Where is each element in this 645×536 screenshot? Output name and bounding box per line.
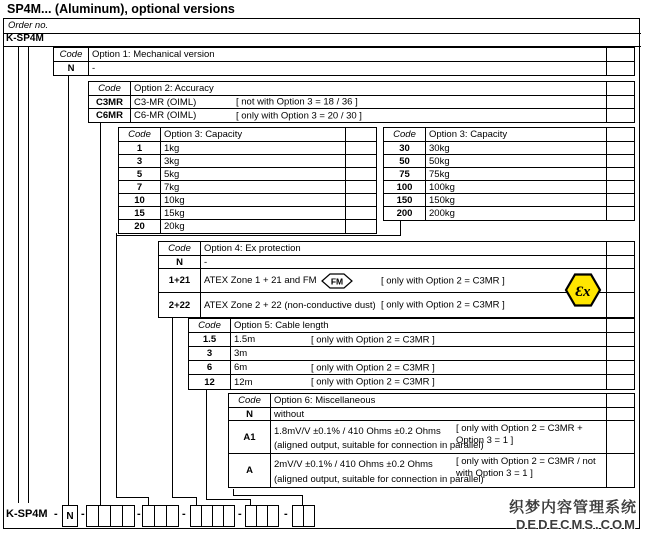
spare-cell xyxy=(606,142,634,154)
code-cell: 10 xyxy=(119,194,161,206)
table-row xyxy=(189,333,634,347)
desc-cell: 30kg xyxy=(429,142,450,154)
code-cell: 200 xyxy=(384,207,426,220)
code-header: Code xyxy=(189,319,231,332)
spare-cell xyxy=(345,128,376,141)
code-cell: 50 xyxy=(384,155,426,167)
option-title: Option 6: Miscellaneous xyxy=(274,395,376,406)
spare-cell xyxy=(606,269,634,292)
option-2-table xyxy=(88,81,635,123)
code-cell: 5 xyxy=(119,168,161,180)
spare-cell xyxy=(606,256,634,268)
table-header-row xyxy=(159,242,634,256)
table-row xyxy=(119,155,376,168)
table-row xyxy=(89,109,634,122)
desc-cell: 7kg xyxy=(164,181,180,193)
spare-cell xyxy=(606,181,634,193)
desc-text: ATEX Zone 2 + 22 (non-conductive dust) xyxy=(204,299,376,311)
order-code-boxes-option6 xyxy=(292,505,315,527)
spare-cell xyxy=(345,207,376,219)
spare-cell xyxy=(345,142,376,154)
desc-cell: 10kg xyxy=(164,194,185,206)
connector-line xyxy=(172,317,173,497)
order-code-prefix: K-SP4M xyxy=(6,508,48,520)
option-3-table-low xyxy=(118,127,377,234)
desc-text: 1.8mV/V ±0.1% / 410 Ohms ±0.2 Ohms xyxy=(274,426,441,437)
option-title: Option 1: Mechanical version xyxy=(92,49,215,60)
desc-cell xyxy=(271,454,606,487)
desc-cell xyxy=(271,421,606,453)
code-cell: N xyxy=(159,256,201,268)
code-cell: 1+21 xyxy=(159,269,201,292)
svg-text:Ɛx: Ɛx xyxy=(575,284,591,300)
desc-cell: without xyxy=(274,408,305,420)
order-no-label: Order no. xyxy=(8,20,49,31)
separator-dash: - xyxy=(284,508,288,520)
code-cell: 150 xyxy=(384,194,426,206)
order-code-box xyxy=(166,505,179,527)
table-row xyxy=(384,207,634,220)
desc-cell xyxy=(201,293,606,317)
desc-cell: - xyxy=(204,256,208,268)
order-code-box xyxy=(303,505,315,527)
spare-cell xyxy=(345,194,376,206)
constraint-note: [ only with Option 2 = C3MR ] xyxy=(311,334,435,345)
connector-line xyxy=(18,46,19,503)
fm-approved-icon xyxy=(321,273,353,289)
connector-line xyxy=(100,122,101,505)
desc-text: C3-MR (OIML) xyxy=(134,96,197,108)
connector-line xyxy=(28,46,29,503)
model-label: K-SP4M xyxy=(6,33,44,44)
table-row xyxy=(189,361,634,375)
table-row xyxy=(229,408,634,421)
table-row xyxy=(384,194,634,207)
table-header-row xyxy=(54,48,634,62)
constraint-note: [ only with Option 3 = 20 / 30 ] xyxy=(236,110,362,121)
code-header: Code xyxy=(159,242,201,255)
spare-cell xyxy=(606,128,634,141)
table-row xyxy=(229,454,634,487)
desc-text: 2mV/V ±0.1% / 410 Ohms ±0.2 Ohms xyxy=(274,459,433,470)
connector-line xyxy=(116,233,117,497)
desc-cell xyxy=(131,109,606,122)
code-cell: 3 xyxy=(119,155,161,167)
constraint-note: [ only with Option 2 = C3MR / not with Option 3 = 1 ] xyxy=(456,456,596,479)
desc-text: 6m xyxy=(234,362,248,373)
connector-line xyxy=(302,495,303,505)
table-row xyxy=(119,194,376,207)
table-row xyxy=(119,220,376,233)
connector-line xyxy=(233,495,303,496)
spare-cell xyxy=(606,347,634,360)
spare-cell xyxy=(606,242,634,255)
code-cell: C3MR xyxy=(89,96,131,108)
table-row xyxy=(119,142,376,155)
table-header-row xyxy=(229,394,634,408)
desc-cell xyxy=(231,375,606,389)
code-header: Code xyxy=(89,82,131,95)
spare-cell xyxy=(345,181,376,193)
option-3-table-high xyxy=(383,127,635,221)
code-cell: C6MR xyxy=(89,109,131,122)
connector-line xyxy=(400,220,401,235)
connector-line xyxy=(172,497,197,498)
desc-cell: 1kg xyxy=(164,142,180,154)
table-row xyxy=(384,142,634,155)
table-row xyxy=(229,421,634,454)
code-header: Code xyxy=(119,128,161,141)
constraint-note: [ only with Option 2 = C3MR ] xyxy=(381,275,505,286)
separator-dash: - xyxy=(238,508,242,520)
connector-line xyxy=(116,235,401,236)
code-cell: 2+22 xyxy=(159,293,201,317)
table-row xyxy=(384,168,634,181)
desc-cell xyxy=(231,347,606,360)
spare-cell xyxy=(606,375,634,389)
spare-cell xyxy=(606,421,634,453)
spare-cell xyxy=(606,82,634,95)
code-cell: 20 xyxy=(119,220,161,233)
order-code-boxes-option4 xyxy=(190,505,235,527)
desc-cell: 15kg xyxy=(164,207,185,219)
spare-cell xyxy=(345,155,376,167)
code-header: Code xyxy=(229,394,271,407)
table-row xyxy=(189,347,634,361)
table-row xyxy=(384,155,634,168)
spare-cell xyxy=(606,293,634,317)
order-code-boxes-option3 xyxy=(142,505,179,527)
desc-cell: 3kg xyxy=(164,155,180,167)
code-cell: 1.5 xyxy=(189,333,231,346)
desc-cell: 20kg xyxy=(164,221,185,232)
desc-text: ATEX Zone 1 + 21 and FM xyxy=(204,275,317,286)
table-header-row xyxy=(89,82,634,96)
desc-subtext: (aligned output, suitable for connection in parallel) xyxy=(274,474,484,485)
table-row xyxy=(119,181,376,194)
watermark-line1: 织梦内容管理系统 xyxy=(508,499,637,516)
desc-cell: 50kg xyxy=(429,155,450,167)
spare-cell xyxy=(606,194,634,206)
constraint-note: [ only with Option 2 = C3MR + Option 3 = 1 ] xyxy=(456,423,583,446)
connector-line xyxy=(206,499,251,500)
code-cell: 100 xyxy=(384,181,426,193)
connector-line xyxy=(116,497,149,498)
spare-cell xyxy=(606,454,634,487)
desc-cell: 5kg xyxy=(164,168,180,180)
option-title: Option 3: Capacity xyxy=(429,129,508,140)
table-row xyxy=(89,96,634,109)
page-title: SP4M... (Aluminum), optional versions xyxy=(7,2,235,16)
order-code-box xyxy=(267,505,279,527)
order-code-box xyxy=(223,505,235,527)
spare-cell xyxy=(606,394,634,407)
spare-cell xyxy=(606,319,634,332)
code-cell: N xyxy=(54,62,89,75)
watermark xyxy=(509,496,637,532)
code-cell: 12 xyxy=(189,375,231,389)
spare-cell xyxy=(606,361,634,374)
spare-cell xyxy=(606,168,634,180)
svg-text:FM: FM xyxy=(330,276,344,286)
spare-cell xyxy=(606,96,634,108)
divider xyxy=(3,33,641,34)
atex-ex-icon xyxy=(563,270,603,315)
code-cell: 75 xyxy=(384,168,426,180)
code-cell: 15 xyxy=(119,207,161,219)
order-code-box xyxy=(122,505,135,527)
code-cell: A xyxy=(229,454,271,487)
desc-cell: 100kg xyxy=(429,181,455,193)
order-code-boxes-option2 xyxy=(86,505,135,527)
code-cell: A1 xyxy=(229,421,271,453)
option-5-table xyxy=(188,318,635,390)
option-title: Option 4: Ex protection xyxy=(204,243,301,254)
desc-cell xyxy=(231,333,606,346)
spare-cell xyxy=(606,207,634,220)
separator-dash: - xyxy=(54,508,58,520)
table-header-row xyxy=(384,128,634,142)
spare-cell xyxy=(606,155,634,167)
option-6-table xyxy=(228,393,635,488)
spare-cell xyxy=(345,168,376,180)
code-cell: 6 xyxy=(189,361,231,374)
table-row xyxy=(384,181,634,194)
spare-cell xyxy=(606,109,634,122)
order-code-fixed-box: N xyxy=(62,505,78,527)
separator-dash: - xyxy=(137,508,141,520)
table-row xyxy=(54,62,634,75)
constraint-note: [ only with Option 2 = C3MR ] xyxy=(311,376,435,388)
code-cell: 30 xyxy=(384,142,426,154)
spare-cell xyxy=(606,333,634,346)
spare-cell xyxy=(606,48,634,61)
connector-line xyxy=(196,497,197,505)
option-1-table xyxy=(53,47,635,76)
code-cell: 7 xyxy=(119,181,161,193)
table-header-row xyxy=(189,319,634,333)
separator-dash: - xyxy=(182,508,186,520)
constraint-note: [ not with Option 3 = 18 / 36 ] xyxy=(236,96,358,108)
order-code-boxes-option5 xyxy=(245,505,279,527)
connector-line xyxy=(148,497,149,505)
desc-text: C6-MR (OIML) xyxy=(134,110,197,121)
separator-dash: - xyxy=(81,508,85,520)
desc-cell xyxy=(231,361,606,374)
code-cell: 1 xyxy=(119,142,161,154)
table-header-row xyxy=(119,128,376,142)
constraint-note: [ only with Option 2 = C3MR ] xyxy=(381,299,505,311)
connector-line xyxy=(206,390,207,499)
code-cell: N xyxy=(229,408,271,420)
spare-cell xyxy=(606,62,634,75)
spare-cell xyxy=(606,408,634,420)
code-header: Code xyxy=(54,48,89,61)
watermark-line2: DEDECMS.COM xyxy=(516,517,637,532)
desc-text: 1.5m xyxy=(234,334,256,345)
desc-text: 12m xyxy=(234,376,253,388)
code-cell: 3 xyxy=(189,347,231,360)
desc-text: 3m xyxy=(234,348,248,359)
table-row xyxy=(189,375,634,389)
desc-cell: 150kg xyxy=(429,194,455,206)
option-title: Option 5: Cable length xyxy=(234,320,329,331)
spare-cell xyxy=(345,220,376,233)
desc-cell xyxy=(131,96,606,108)
desc-subtext: (aligned output, suitable for connection in parallel) xyxy=(274,440,484,451)
desc-cell: - xyxy=(92,63,96,74)
table-row xyxy=(159,256,634,269)
desc-cell xyxy=(201,269,606,292)
table-row xyxy=(119,207,376,220)
option-title: Option 2: Accuracy xyxy=(134,83,214,94)
desc-cell: 75kg xyxy=(429,168,450,180)
table-row xyxy=(119,168,376,181)
desc-cell: 200kg xyxy=(429,208,455,219)
code-header: Code xyxy=(384,128,426,141)
connector-line xyxy=(68,75,69,505)
option-title: Option 3: Capacity xyxy=(164,129,243,140)
constraint-note: [ only with Option 2 = C3MR ] xyxy=(311,362,435,373)
